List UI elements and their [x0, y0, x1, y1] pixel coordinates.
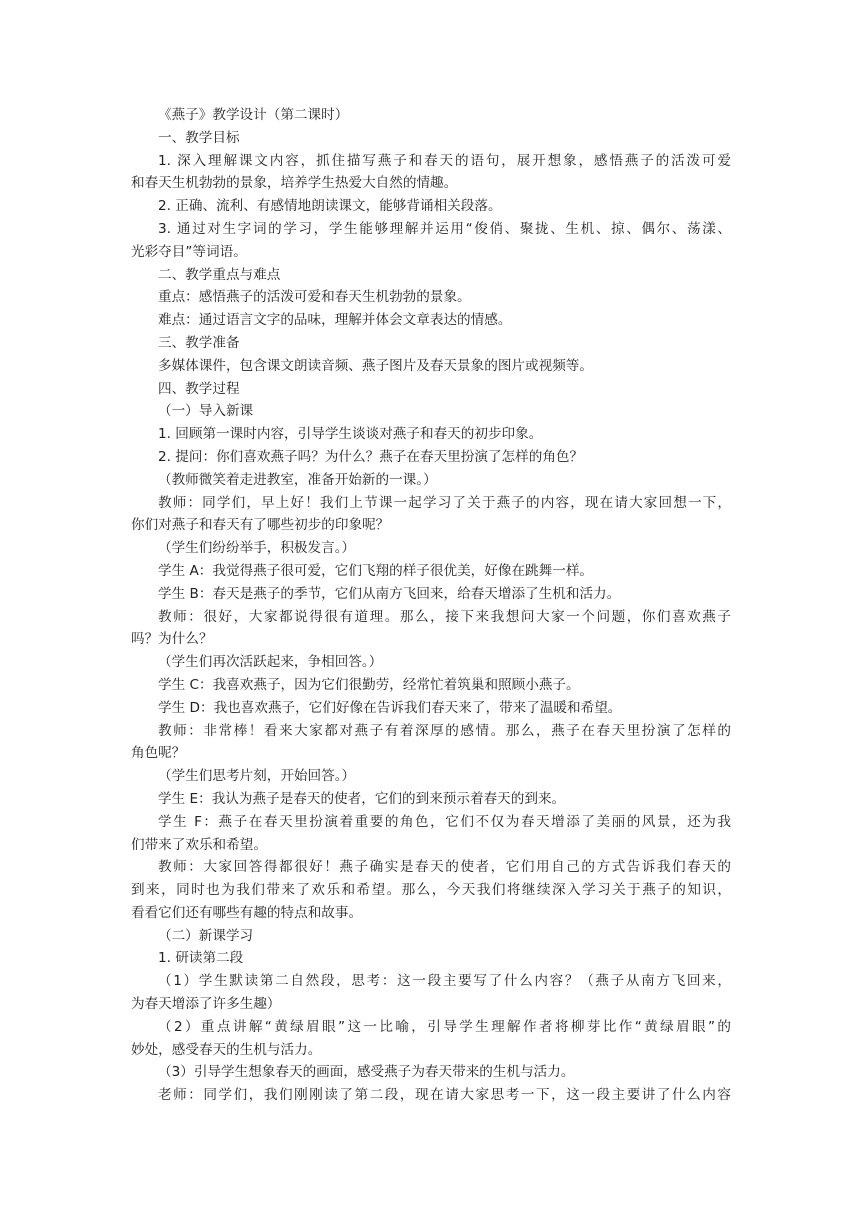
teacher-line-1a: 教师：同学们，早上好！我们上节课一起学习了关于燕子的内容，现在请大家回想一下，: [158, 494, 731, 511]
objective-1-line-2: 和春天生机勃勃的景象，培养学生热爱大自然的情趣。: [131, 175, 458, 192]
teacher-line-4a: 教师：大家回答得都很好！燕子确实是春天的使者，它们用自己的方式告诉我们春天的: [158, 859, 731, 876]
study-step-2-line-1: （2）重点讲解“黄绿眉眼”这一比喻，引导学生理解作者将柳芽比作“黄绿眉眼”的: [158, 1018, 731, 1035]
student-f-line-2: 们带来了欢乐和希望。: [131, 836, 267, 853]
teacher-line-5: 老师：同学们，我们刚刚读了第二段，现在请大家思考一下，这一段主要讲了什么内容: [158, 1087, 731, 1104]
study-heading: 1. 研读第二段: [158, 950, 244, 967]
student-f-line-1: 学生 F：燕子在春天里扮演着重要的角色，它们不仅为春天增添了美丽的风景，还为我: [158, 813, 731, 830]
document-body: [131, 104, 731, 1107]
study-step-1-line-2: 为春天增添了许多生趣）: [131, 996, 281, 1013]
teacher-line-2a: 教师：很好，大家都说得很有道理。那么，接下来我想问大家一个问题，你们喜欢燕子: [158, 608, 731, 625]
objective-1-line-1: 1. 深入理解课文内容，抓住描写燕子和春天的语句，展开想象，感悟燕子的活泼可爱: [158, 152, 731, 169]
section-heading-process: 四、教学过程: [158, 380, 240, 397]
teacher-line-4c: 看看它们还有哪些有趣的特点和故事。: [131, 904, 363, 921]
stage-direction-2: （学生们纷纷举手，积极发言。）: [158, 540, 356, 557]
study-step-2-line-2: 妙处，感受春天的生机与活力。: [131, 1041, 322, 1058]
subsection-heading-new-lesson: （二）新课学习: [158, 927, 254, 944]
student-a: 学生 A：我觉得燕子很可爱，它们飞翔的样子很优美，好像在跳舞一样。: [158, 562, 594, 579]
teacher-line-3b: 角色呢？: [131, 745, 186, 762]
difficulty: 难点：通过语言文字的品味，理解并体会文章表达的情感。: [158, 312, 512, 329]
study-step-3: （3）引导学生想象春天的画面，感受燕子为春天带来的生机与活力。: [158, 1064, 575, 1081]
intro-step-2: 2. 提问：你们喜欢燕子吗？为什么？燕子在春天里扮演了怎样的角色？: [158, 448, 584, 465]
teacher-line-2b: 吗？为什么？: [131, 631, 213, 648]
objective-2: 2. 正确、流利、有感情地朗读课文，能够背诵相关段落。: [158, 198, 502, 215]
teacher-line-4b: 到来，同时也为我们带来了欢乐和希望。那么，今天我们将继续深入学习关于燕子的知识，: [131, 882, 731, 899]
section-heading-preparation: 三、教学准备: [158, 334, 240, 351]
key-point: 重点：感悟燕子的活泼可爱和春天生机勃勃的景象。: [158, 289, 471, 306]
preparation: 多媒体课件，包含课文朗读音频、燕子图片及春天景象的图片或视频等。: [158, 357, 593, 374]
stage-direction-4: （学生们思考片刻，开始回答。）: [158, 768, 356, 785]
section-heading-key-points: 二、教学重点与难点: [158, 266, 281, 283]
study-step-1-line-1: （1）学生默读第二自然段，思考：这一段主要写了什么内容？（燕子从南方飞回来，: [158, 973, 731, 990]
teacher-line-3a: 教师：非常棒！看来大家都对燕子有着深厚的感情。那么，燕子在春天里扮演了怎样的: [158, 722, 731, 739]
subsection-heading-intro: （一）导入新课: [158, 403, 254, 420]
stage-direction-3: （学生们再次活跃起来，争相回答。）: [158, 654, 383, 671]
section-heading-objectives: 一、教学目标: [158, 129, 240, 146]
student-b: 学生 B：春天是燕子的季节，它们从南方飞回来，给春天增添了生机和活力。: [158, 585, 621, 602]
student-c: 学生 C：我喜欢燕子，因为它们很勤劳，经常忙着筑巢和照顾小燕子。: [158, 676, 580, 693]
document-title: 《燕子》教学设计（第二课时）: [158, 107, 349, 123]
student-e: 学生 E：我认为燕子是春天的使者，它们的到来预示着春天的到来。: [158, 790, 566, 807]
objective-3-line-1: 3. 通过对生字词的学习，学生能够理解并运用“俊俏、聚拢、生机、掠、偶尔、荡漾、: [158, 220, 731, 237]
objective-3-line-2: 光彩夺目”等词语。: [131, 243, 247, 260]
teacher-line-1b: 你们对燕子和春天有了哪些初步的印象呢？: [131, 517, 390, 534]
stage-direction-1: （教师微笑着走进教室，准备开始新的一课。）: [158, 471, 437, 488]
student-d: 学生 D：我也喜欢燕子，它们好像在告诉我们春天来了，带来了温暖和希望。: [158, 699, 622, 716]
intro-step-1: 1. 回顾第一课时内容，引导学生谈谈对燕子和春天的初步印象。: [158, 426, 543, 443]
